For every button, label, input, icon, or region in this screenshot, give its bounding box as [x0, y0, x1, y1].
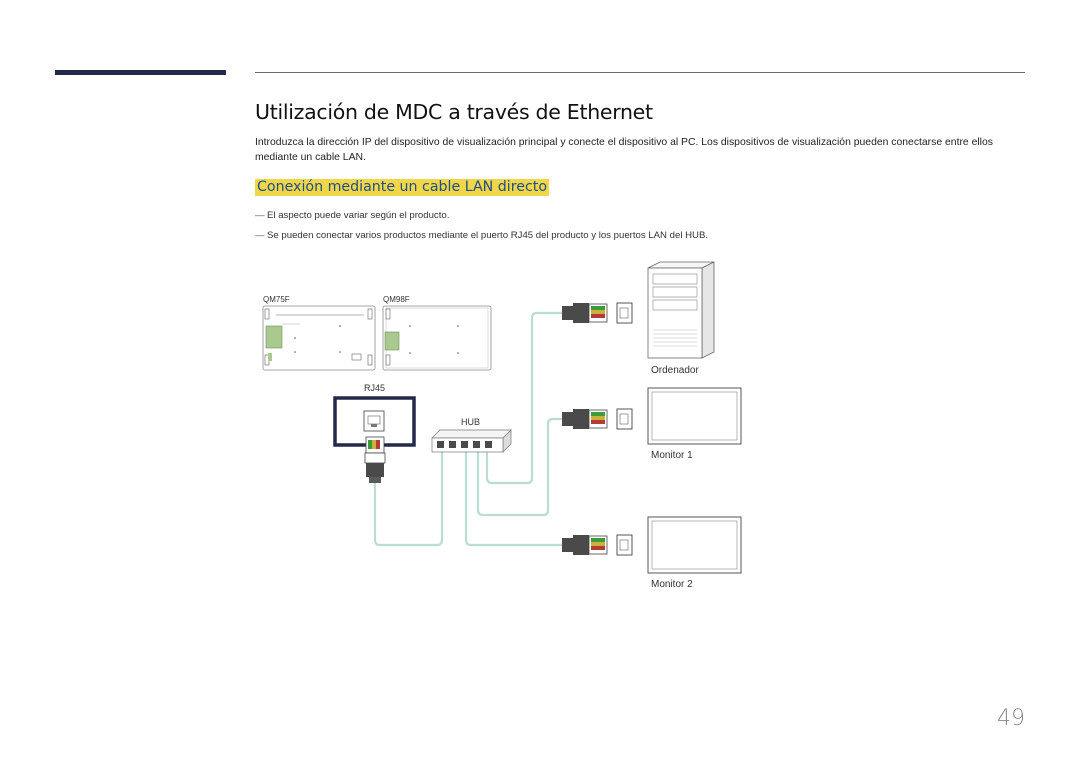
model-1-label: QM75F: [263, 295, 290, 304]
connection-diagram: [255, 255, 755, 600]
display-qm98f: [383, 306, 491, 370]
rj45-plug-display: [365, 437, 385, 483]
header-rule: [255, 72, 1025, 73]
section-subheading: Conexión mediante un cable LAN directo: [257, 179, 548, 195]
cable-hub-pc: [487, 313, 562, 483]
rj45-plug-monitor-2: [562, 535, 632, 555]
page-title: Utilización de MDC a través de Ethernet: [255, 100, 653, 124]
monitor-1-label: Monitor 1: [651, 450, 693, 461]
cable-display-hub: [375, 452, 442, 545]
note-2: [255, 230, 708, 241]
note-2-text: Se pueden conectar varios productos mediante el puerto RJ45 del producto y los puertos LAN del HUB.: [267, 230, 709, 241]
network-hub: [432, 430, 511, 452]
model-2-label: QM98F: [383, 295, 410, 304]
hub-label: HUB: [461, 417, 481, 427]
rj45-plug-pc: [562, 303, 632, 323]
note-dash-icon: ―: [255, 210, 265, 221]
note-1-text: El aspecto puede variar según el producto.: [267, 210, 450, 221]
note-dash-icon: ―: [255, 230, 265, 241]
intro-paragraph: Introduzca la dirección IP del dispositivo de visualización principal y conecte el dispositivo al PC. Los dispositivos de visualización pueden conectarse entre ellos mediante un cable LAN.: [255, 137, 993, 163]
rj45-label: RJ45: [364, 383, 386, 393]
monitor-2: [648, 517, 741, 573]
pc-tower: [648, 262, 714, 358]
pc-label: Ordenador: [651, 365, 699, 376]
rj45-plug-monitor-1: [562, 409, 632, 429]
monitor-1: [648, 388, 741, 444]
note-1: [255, 210, 449, 221]
section-bar: [55, 70, 226, 75]
display-qm75f: [263, 306, 375, 370]
monitor-2-label: Monitor 2: [651, 579, 693, 590]
page-number: 49: [997, 706, 1025, 731]
